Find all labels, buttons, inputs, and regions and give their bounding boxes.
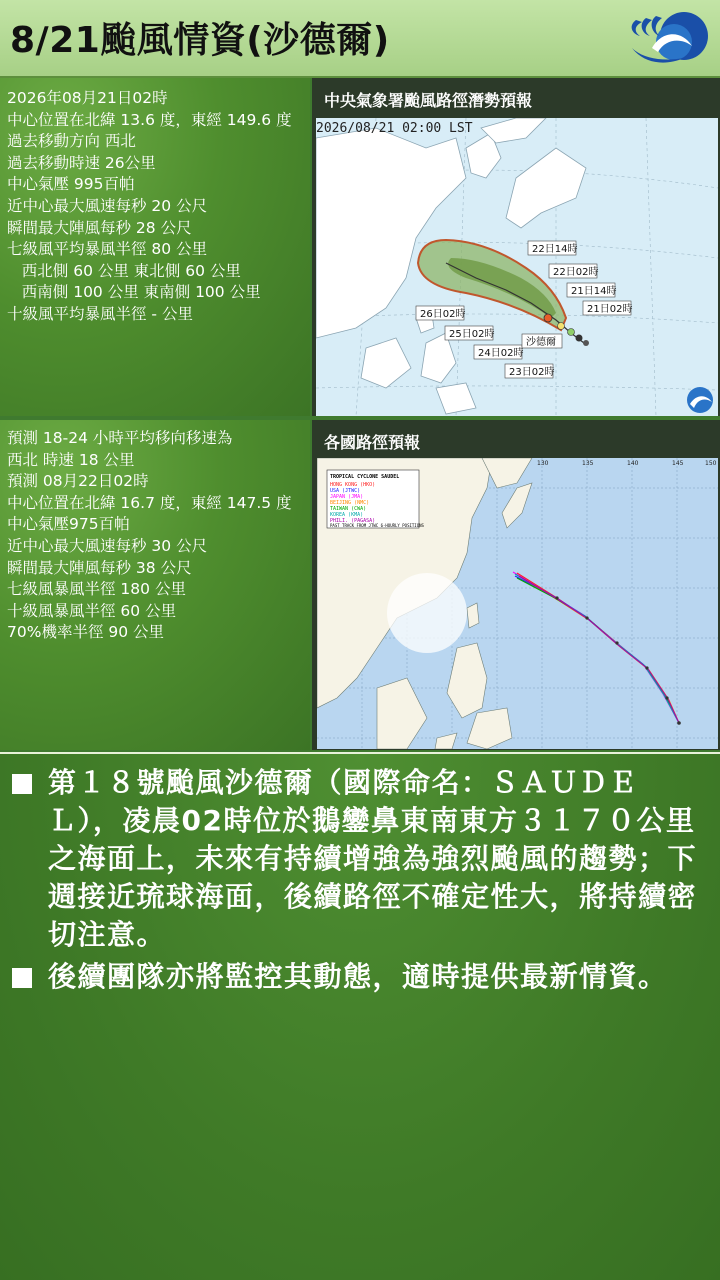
cwa-track-map [316,118,718,416]
info-line: 西南側 100 公里 東南側 100 公里 [7,283,261,302]
summary-bullet [12,764,708,954]
info-line: 預測 18-24 小時平均移向移速為 [7,429,233,447]
info-line: 過去移動時速 26公里 [7,153,156,172]
square-bullet-icon [12,774,32,794]
lon-tick: 145 [672,460,684,467]
legend-item: HONG KONG (HKO) [330,482,376,488]
info-line: 七級風平均暴風半徑 80 公里 [7,240,208,259]
legend-item: USA (JTWC) [330,488,361,494]
current-info-panel [0,78,310,416]
lon-tick: 140 [627,460,639,467]
legend-title: TROPICAL CYCLONE SAUDEL [330,474,400,480]
intl-map-legend [327,470,425,528]
cwa-label: 21日02時 [587,304,633,315]
info-line: 70%機率半徑 90 公里 [7,623,165,642]
summary-section [0,752,720,1280]
info-line: 中心氣壓975百帕 [7,515,130,534]
info-line: 西北側 60 公里 東北側 60 公里 [7,261,241,280]
forecast-info-panel [0,420,310,750]
page-title: 8/21颱風情資(沙德爾) [10,20,390,61]
info-line: 西北 時速 18 公里 [7,450,135,469]
legend-item: TAIWAN (CWA) [330,506,367,512]
summary-bullet [12,958,708,996]
info-line: 十級風暴風半徑 60 公里 [7,601,177,620]
cwa-label: 25日02時 [449,329,495,340]
info-line: 過去移動方向 西北 [7,132,136,151]
cwa-label: 23日02時 [509,367,555,378]
cwa-map-timestamp: 2026/08/21 02:00 LST [316,121,473,136]
intl-forecast-title: 各國路徑預報 [324,433,421,452]
legend-item: JAPAN (JMA) [330,494,364,500]
info-line: 瞬間最大陣風每秒 28 公尺 [7,218,192,237]
lon-tick: 150 [705,460,717,467]
legend-item: PHILI. (PAGASA) [330,518,376,524]
info-line: 2026年08月21日02時 [7,89,168,107]
cwa-forecast-title: 中央氣象署颱風路徑潛勢預報 [324,91,533,110]
info-line: 七級風暴風半徑 180 公里 [7,580,186,599]
cwa-label: 21日14時 [571,286,617,297]
legend-footer: PAST TRACK FROM JTWC 6-HOURLY POSITIONS [330,523,424,528]
info-line: 十級風平均暴風半徑 - 公里 [7,304,193,323]
intl-track-map [317,458,718,749]
lon-tick: 135 [582,460,594,467]
info-line: 中心氣壓 995百帕 [7,175,135,194]
info-line: 預測 08月22日02時 [7,472,149,491]
summary-text: 後續團隊亦將監控其動態，適時提供最新情資。 [48,960,668,993]
weather-agency-logo-icon [622,8,710,70]
info-line: 瞬間最大陣風每秒 38 公尺 [7,558,192,577]
info-line: 中心位置在北緯 13.6 度，東經 149.6 度 [7,110,292,129]
cwa-label: 22日14時 [532,244,578,255]
lon-tick: 130 [537,460,549,467]
cwa-map-logo-icon [687,387,713,413]
square-bullet-icon [12,968,32,988]
info-line: 中心位置在北緯 16.7 度，東經 147.5 度 [7,493,292,512]
legend-item: BEIJING (NMC) [330,500,370,506]
cwa-label: 24日02時 [478,348,524,359]
header-bar [0,0,720,78]
info-line: 近中心最大風速每秒 30 公尺 [7,536,208,555]
info-line: 近中心最大風速每秒 20 公尺 [7,196,208,215]
cwa-label: 26日02時 [420,309,466,320]
legend-item: KOREA (KMA) [330,512,364,518]
summary-text: 第１８號颱風沙德爾（國際命名：ＳＡＵＤＥＬ），凌晨02時位於鵝鑾鼻東南東方３１７０公里之海面上，未來有持續增強為強烈颱風的趨勢；下週接近琉球海面，後續路徑不確定性大，將持續密切注意。 [48,766,698,951]
cwa-typhoon-name: 沙德爾 [526,337,556,348]
cwa-label: 22日02時 [553,267,599,278]
